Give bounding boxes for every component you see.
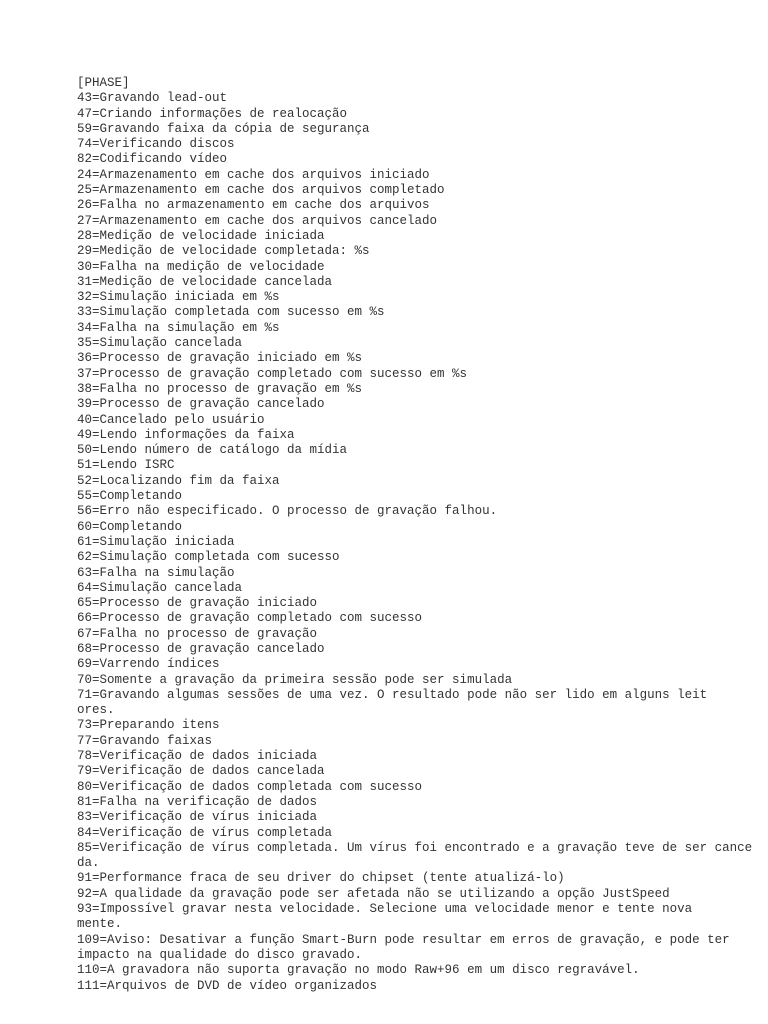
text-line: 73=Preparando itens (77, 718, 220, 733)
text-line: 93=Impossível gravar nesta velocidade. Selecione uma velocidade menor e tente nova (77, 902, 693, 917)
text-line: [PHASE] (77, 76, 130, 90)
text-line: 66=Processo de gravação completado com sucesso (77, 611, 423, 626)
text-line: 85=Verificação de vírus completada. Um vírus foi encontrado e a gravação teve de ser cance (77, 840, 753, 855)
text-line: 67=Falha no processo de gravação (77, 626, 318, 641)
text-line: 35=Simulação cancelada (77, 336, 243, 351)
text-line: 109=Aviso: Desativar a função Smart-Burn pode resultar em erros de gravação, e pode ter (77, 932, 730, 947)
text-line: 49=Lendo informações da faixa (77, 427, 295, 442)
text-line: 77=Gravando faixas (77, 733, 213, 748)
text-line: 31=Medição de velocidade cancelada (77, 274, 333, 289)
text-line: 29=Medição de velocidade completada: %s (77, 244, 370, 259)
text-line: 51=Lendo ISRC (77, 458, 175, 473)
text-line: 39=Processo de gravação cancelado (77, 397, 325, 412)
text-line: 60=Completando (77, 519, 183, 534)
text-line: 82=Codificando vídeo (77, 152, 228, 167)
text-line: 34=Falha na simulação em %s (77, 320, 280, 335)
text-line: 28=Medição de velocidade iniciada (77, 228, 325, 243)
text-line: 27=Armazenamento em cache dos arquivos cancelado (77, 213, 438, 228)
text-line: 30=Falha na medição de velocidade (77, 259, 325, 274)
text-line: 26=Falha no armazenamento em cache dos arquivos (77, 198, 430, 213)
text-line: 70=Somente a gravação da primeira sessão pode ser simulada (77, 672, 513, 687)
text-line: 56=Erro não especificado. O processo de gravação falhou. (77, 504, 498, 519)
text-line: 36=Processo de gravação iniciado em %s (77, 351, 363, 366)
text-line: 40=Cancelado pelo usuário (77, 412, 265, 427)
text-line: 84=Verificação de vírus completada (77, 825, 333, 840)
text-line: 50=Lendo número de catálogo da mídia (77, 443, 348, 458)
text-line: 111=Arquivos de DVD de vídeo organizados (77, 978, 378, 993)
text-line: 25=Armazenamento em cache dos arquivos completado (77, 183, 445, 198)
text-line: 71=Gravando algumas sessões de uma vez. O resultado pode não ser lido em alguns leit (77, 687, 708, 702)
text-line: 63=Falha na simulação (77, 565, 235, 580)
text-line: 79=Verificação de dados cancelada (77, 764, 325, 779)
text-line: 64=Simulação cancelada (77, 580, 243, 595)
text-line: 52=Localizando fim da faixa (77, 473, 280, 488)
text-line: 74=Verificando discos (77, 137, 235, 152)
text-line: 47=Criando informações de realocação (77, 106, 348, 121)
text-line: 80=Verificação de dados completada com sucesso (77, 779, 423, 794)
document-text (77, 76, 765, 994)
text-line: 55=Completando (77, 489, 183, 504)
text-line: 37=Processo de gravação completado com sucesso em %s (77, 366, 468, 381)
text-line: 92=A qualidade da gravação pode ser afetada não se utilizando a opção JustSpeed (77, 886, 670, 901)
text-line: 78=Verificação de dados iniciada (77, 749, 318, 764)
text-line: impacto na qualidade do disco gravado. (77, 947, 363, 962)
text-line: ores. (77, 703, 115, 718)
text-line: 110=A gravadora não suporta gravação no modo Raw+96 em um disco regravável. (77, 963, 640, 978)
text-line: 43=Gravando lead-out (77, 91, 228, 106)
text-line: 65=Processo de gravação iniciado (77, 596, 318, 611)
text-line: mente. (77, 917, 123, 932)
text-line: 83=Verificação de vírus iniciada (77, 810, 318, 825)
text-line: 69=Varrendo índices (77, 657, 220, 672)
text-line: 91=Performance fraca de seu driver do chipset (tente atualizá-lo) (77, 871, 565, 886)
text-line: 68=Processo de gravação cancelado (77, 641, 325, 656)
text-line: da. (77, 856, 100, 871)
text-line: 38=Falha no processo de gravação em %s (77, 381, 363, 396)
text-line: 24=Armazenamento em cache dos arquivos iniciado (77, 167, 430, 182)
text-line: 59=Gravando faixa da cópia de segurança (77, 121, 370, 136)
text-line: 61=Simulação iniciada (77, 534, 235, 549)
text-line: 32=Simulação iniciada em %s (77, 290, 280, 305)
text-line: 33=Simulação completada com sucesso em %s (77, 305, 385, 320)
text-line: 81=Falha na verificação de dados (77, 794, 318, 809)
text-line: 62=Simulação completada com sucesso (77, 550, 340, 565)
